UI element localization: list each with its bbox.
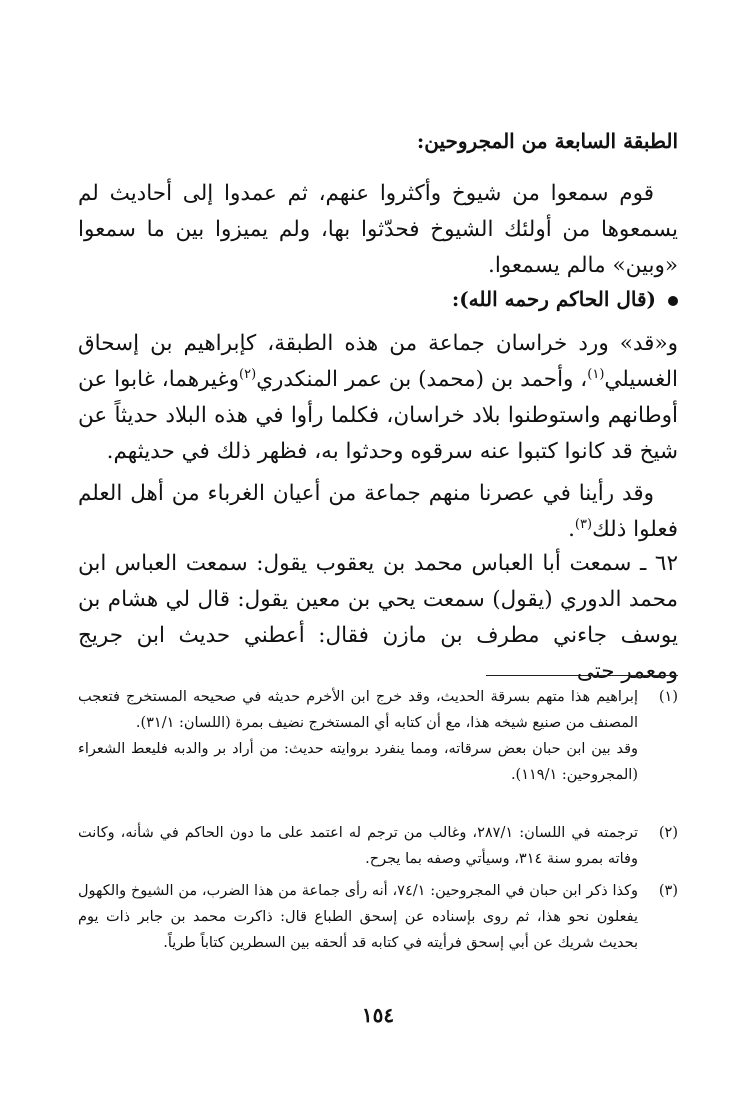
footnote-2-number: (٢) xyxy=(658,825,678,841)
paragraph-3-part1: وقد رأينا في عصرنا منهم جماعة من أعيان الغرباء من أهل العلم فعلوا ذلك xyxy=(78,481,678,542)
footnote-ref-2[interactable]: (٢) xyxy=(239,366,257,382)
hakim-quote-heading xyxy=(78,282,678,316)
paragraph-2-part3: وغيرهما، غابوا عن أوطانهم واستوطنوا بلاد خراسان، فكلما رأوا في هذه البلاد حديثاً عن شيخ قد كانوا كتبوا عنه سرقوه وحدثوا به، فظهر ذلك في حديثهم. xyxy=(78,367,678,464)
footnote-3-text: وكذا ذكر ابن حبان في المجروحين: ٧٤/١، أنه رأى جماعة من هذا الضرب، من الشيوخ والكهول يفعلون نحو هذا، ثم روى بإسناده عن إسحق الطباع قال: ذاكرت محمد بن جابر ذات يوم بحديث شريك عن أبي إسحق فرأيته في كتابه قد ألحقه بين السطرين كتاباً طرياً. xyxy=(78,883,639,951)
footnote-1 xyxy=(78,684,678,788)
footnote-ref-3[interactable]: (٣) xyxy=(574,516,593,532)
paragraph-1 xyxy=(78,176,678,284)
paragraph-2 xyxy=(78,326,678,470)
footnote-1-number: (١) xyxy=(658,689,678,705)
footnote-2 xyxy=(78,820,678,872)
footnote-2-text: ترجمته في اللسان: ٢٨٧/١، وغالب من ترجم له اعتمد على ما دون الحاكم في شأنه، وكانت وفاته بمرو سنة ٣١٤، وسيأتي وصفه بما يجرح. xyxy=(78,825,638,867)
footnote-3 xyxy=(78,878,678,956)
footnote-ref-1[interactable]: (١) xyxy=(587,366,605,382)
section-heading: الطبقة السابعة من المجروحين: xyxy=(416,129,678,153)
page-number: ١٥٤ xyxy=(361,1003,395,1027)
paragraph-4 xyxy=(78,546,678,690)
footnote-divider xyxy=(486,675,678,676)
paragraph-4-text: ٦٢ ـ سمعت أبا العباس محمد بن يعقوب يقول: سمعت العباس ابن محمد الدوري (يقول) سمعت يحي بن معين يقول: قال لي هشام بن يوسف جاءني مطرف بن مازن فقال: أعطني حديث ابن جريج ومعمر حتى xyxy=(78,551,678,684)
paragraph-3-end: . xyxy=(568,517,575,542)
footnote-1-text: إبراهيم هذا متهم بسرقة الحديث، وقد خرج ابن الأخرم حديثه في صحيحه المستخرج فتعجب المصنف من صنيع شيخه هذا، مع أن كتابه أي المستخرج نضيف بمرة (اللسان: ٣١/١). xyxy=(78,689,638,731)
footnote-1-continuation: وقد بين ابن حبان بعض سرقاته، ومما ينفرد بروايته حديث: من أراد بر والدبه فليعط الشعراء (المجروحين: ١١٩/١). xyxy=(78,741,638,783)
hakim-label: (قال الحاكم رحمه الله): xyxy=(451,287,656,311)
footnote-3-number: (٣) xyxy=(658,883,678,899)
paragraph-2-part2: ، وأحمد بن (محمد) بن عمر المنكدري xyxy=(256,367,588,392)
paragraph-2-part1: و«قد» ورد خراسان جماعة من هذه الطبقة، كإبراهيم بن إسحاق الغسيلي xyxy=(78,331,678,392)
document-page xyxy=(78,0,678,1107)
bullet-icon xyxy=(668,296,678,306)
paragraph-1-text: قوم سمعوا من شيوخ وأكثروا عنهم، ثم عمدوا إلى أحاديث لم يسمعوها من أولئك الشيوخ فحدّثوا بها، ولم يميزوا بين ما سمعوا «وبين» مالم يسمعوا. xyxy=(78,181,678,278)
paragraph-3 xyxy=(78,476,678,548)
